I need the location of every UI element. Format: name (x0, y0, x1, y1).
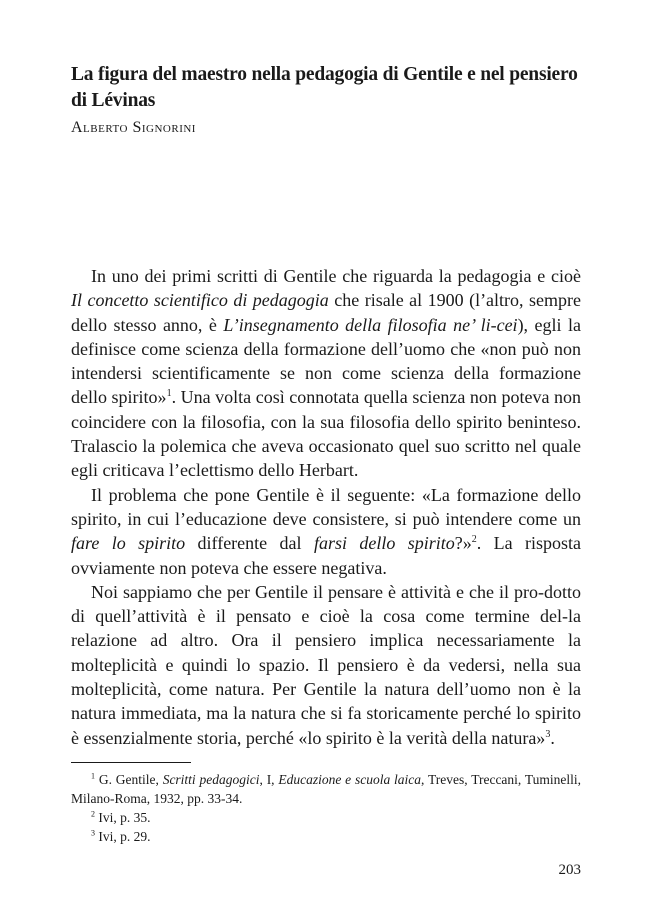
footnote-3 (71, 827, 581, 846)
footnote-1 (71, 770, 581, 808)
chapter-author: Alberto Signorini (71, 119, 196, 136)
text-run: differente dal (185, 533, 314, 554)
text-run: . (550, 727, 555, 748)
book-title: Il concetto scientifico di pedagogia (71, 290, 329, 311)
emphasis: fare lo spirito (71, 533, 186, 554)
footnote-separator (71, 762, 191, 763)
chapter-title: La figura del maestro nella pedagogia di Gentile e nel pensiero di Lévinas (71, 64, 578, 111)
footnote-number: 2 (91, 809, 95, 819)
paragraph-3 (71, 580, 581, 750)
text-run: Ivi, p. 29. (95, 829, 151, 844)
paragraph-2 (71, 483, 581, 580)
text-run: , Treves, Treccani, Tuminelli, Milano-Roma, 1932, pp. 33-34. (71, 772, 582, 806)
footnote-2 (71, 808, 581, 827)
text-run: . Una volta così connotata quella scienza non poteva non coincidere con la filosofia, con la sua filosofia dello spirito beninteso. Tralascio la polemica che aveva occasionato quel suo scritto nel quale egli criticava l’eclettismo dello Herbart. (71, 387, 581, 481)
book-title: Educazione e scuola laica (278, 772, 422, 787)
footnote-ref-2: 2 (471, 534, 477, 546)
footnote-number: 1 (91, 771, 95, 781)
text-run: Il problema che pone Gentile è il seguente: «La formazione dello spirito, in cui l’educazione deve consistere, si può intendere come un (71, 484, 581, 529)
page-number: 203 (558, 862, 581, 878)
paragraph-1 (71, 264, 581, 483)
book-title: Scritti pedagogici (162, 772, 260, 787)
text-run: G. Gentile, (95, 772, 163, 787)
main-text (71, 264, 581, 750)
text-run: Ivi, p. 35. (95, 810, 151, 825)
text-run: . La risposta ovviamente non poteva che essere negativa. (71, 533, 582, 578)
book-title: L’insegnamento della filosofia ne’ li-cei (223, 314, 518, 335)
footnote-ref-3: 3 (545, 728, 551, 740)
footnotes (71, 770, 581, 846)
text-run: In uno dei primi scritti di Gentile che riguarda la pedagogia e cioè (91, 266, 581, 286)
text-run: ), egli la definisce come scienza della formazione dell’uomo che «non può non intendersi scientificamente se non come scienza della formazione dello spirito» (71, 314, 581, 408)
text-run: , I, (259, 772, 279, 787)
text-run: che risale al 1900 (l’altro, sempre dello stesso anno, è (71, 290, 581, 335)
text-run: Noi sappiamo che per Gentile il pensare è attività e che il pro-dotto di quell’attività è il pensato e cioè la cosa come termine del-la relazione ad altro. Ora il pensiero implica necessariamente la molteplicità e quindi lo spazio. Il pensiero è da vedersi, nella sua molteplicità, come natura. Per Gentile la natura dell’uomo non è la natura immediata, ma la natura che si fa storicamente perché lo spirito è essenzialmente storia, perché «lo spirito è la verità della natura» (71, 581, 581, 748)
footnote-ref-1: 1 (166, 388, 172, 400)
footnote-number: 3 (91, 828, 95, 838)
emphasis: farsi dello spirito (313, 533, 455, 554)
text-run: ?» (454, 533, 472, 554)
